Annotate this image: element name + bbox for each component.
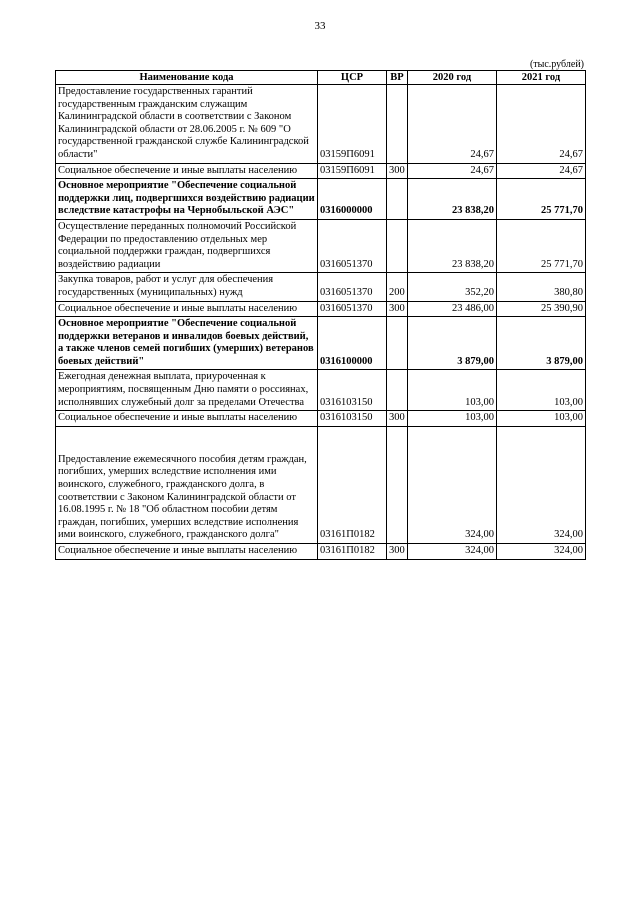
row-2021: 25 390,90 [497, 301, 586, 317]
row-2021: 324,00 [497, 426, 586, 543]
row-vr [387, 85, 408, 164]
units-label: (тыс.рублей) [529, 59, 584, 70]
header-2021: 2021 год [497, 71, 586, 85]
row-name: Ежегодная денежная выплата, приуроченная к мероприятиям, посвященным Дню памяти о россиянах, исполнявших служебный долг за пределами Отечества [56, 370, 318, 411]
row-2021: 25 771,70 [497, 179, 586, 220]
row-2020: 23 838,20 [408, 219, 497, 272]
budget-table [55, 70, 586, 560]
row-name: Предоставление государственных гарантий государственным гражданским служащим Калининградской области в соответствии с Законом Калининградской области от 28.06.2005 г. № 609 "О государственной гражданской службе Калининградской области" [56, 85, 318, 164]
row-2020: 24,67 [408, 85, 497, 164]
header-csr: ЦСР [318, 71, 387, 85]
row-vr: 300 [387, 411, 408, 427]
row-csr: 03159П6091 [318, 163, 387, 179]
table-row [56, 370, 586, 411]
row-2021: 25 771,70 [497, 219, 586, 272]
table-row [56, 163, 586, 179]
table-header-row [56, 71, 586, 85]
row-2020: 103,00 [408, 411, 497, 427]
row-name: Осуществление переданных полномочий Российской Федерации по предоставлению отдельных мер социальной поддержки граждан, подвергшихся воздействию радиации [56, 219, 318, 272]
row-2020: 23 838,20 [408, 179, 497, 220]
row-2020: 24,67 [408, 163, 497, 179]
row-vr: 300 [387, 544, 408, 560]
row-2020: 23 486,00 [408, 301, 497, 317]
row-vr [387, 426, 408, 543]
row-csr: 0316051370 [318, 219, 387, 272]
header-vr: ВР [387, 71, 408, 85]
row-2020: 324,00 [408, 426, 497, 543]
table-row [56, 85, 586, 164]
row-name: Социальное обеспечение и иные выплаты населению [56, 544, 318, 560]
row-csr: 0316103150 [318, 370, 387, 411]
row-csr: 0316051370 [318, 301, 387, 317]
table-row [56, 544, 586, 560]
row-name: Социальное обеспечение и иные выплаты населению [56, 163, 318, 179]
page-number: 33 [314, 20, 326, 32]
row-name: Социальное обеспечение и иные выплаты населению [56, 301, 318, 317]
row-name: Закупка товаров, работ и услуг для обеспечения государственных (муниципальных) нужд [56, 273, 318, 301]
table-row [56, 301, 586, 317]
row-2020: 3 879,00 [408, 317, 497, 370]
row-vr: 200 [387, 273, 408, 301]
row-name: Основное мероприятие "Обеспечение социальной поддержки лиц, подвергшихся воздействию радиации вследствие катастрофы на Чернобыльской АЭС" [56, 179, 318, 220]
row-csr: 0316051370 [318, 273, 387, 301]
header-2020: 2020 год [408, 71, 497, 85]
row-csr: 0316100000 [318, 317, 387, 370]
row-vr [387, 370, 408, 411]
row-2020: 352,20 [408, 273, 497, 301]
row-2021: 3 879,00 [497, 317, 586, 370]
row-csr: 0316000000 [318, 179, 387, 220]
table-row [56, 426, 586, 543]
row-2021: 24,67 [497, 163, 586, 179]
row-vr [387, 219, 408, 272]
row-csr: 03161П0182 [318, 426, 387, 543]
row-vr: 300 [387, 163, 408, 179]
row-name: Предоставление ежемесячного пособия детям граждан, погибших, умерших вследствие исполнения ими воинского, служебного, гражданского долга, в соответствии с Законом Калининградской области от 16.08.1995 г. № 18 "Об областном пособии детям граждан, погибших, умерших вследствие исполнения ими воинского, служебного, гражданского долга" [56, 426, 318, 543]
table-row-main-event [56, 317, 586, 370]
table-row [56, 219, 586, 272]
row-2021: 24,67 [497, 85, 586, 164]
table-row [56, 411, 586, 427]
row-2020: 103,00 [408, 370, 497, 411]
row-vr [387, 179, 408, 220]
row-name: Социальное обеспечение и иные выплаты населению [56, 411, 318, 427]
table-row [56, 273, 586, 301]
row-2021: 324,00 [497, 544, 586, 560]
row-csr: 0316103150 [318, 411, 387, 427]
row-2021: 380,80 [497, 273, 586, 301]
row-name: Основное мероприятие "Обеспечение социальной поддержки ветеранов и инвалидов боевых действий, а также членов семей погибших (умерших) ветеранов боевых действий" [56, 317, 318, 370]
row-vr [387, 317, 408, 370]
row-csr: 03161П0182 [318, 544, 387, 560]
row-2020: 324,00 [408, 544, 497, 560]
row-2021: 103,00 [497, 370, 586, 411]
row-csr: 03159П6091 [318, 85, 387, 164]
row-vr: 300 [387, 301, 408, 317]
row-2021: 103,00 [497, 411, 586, 427]
table-row-main-event [56, 179, 586, 220]
header-name: Наименование кода [56, 71, 318, 85]
